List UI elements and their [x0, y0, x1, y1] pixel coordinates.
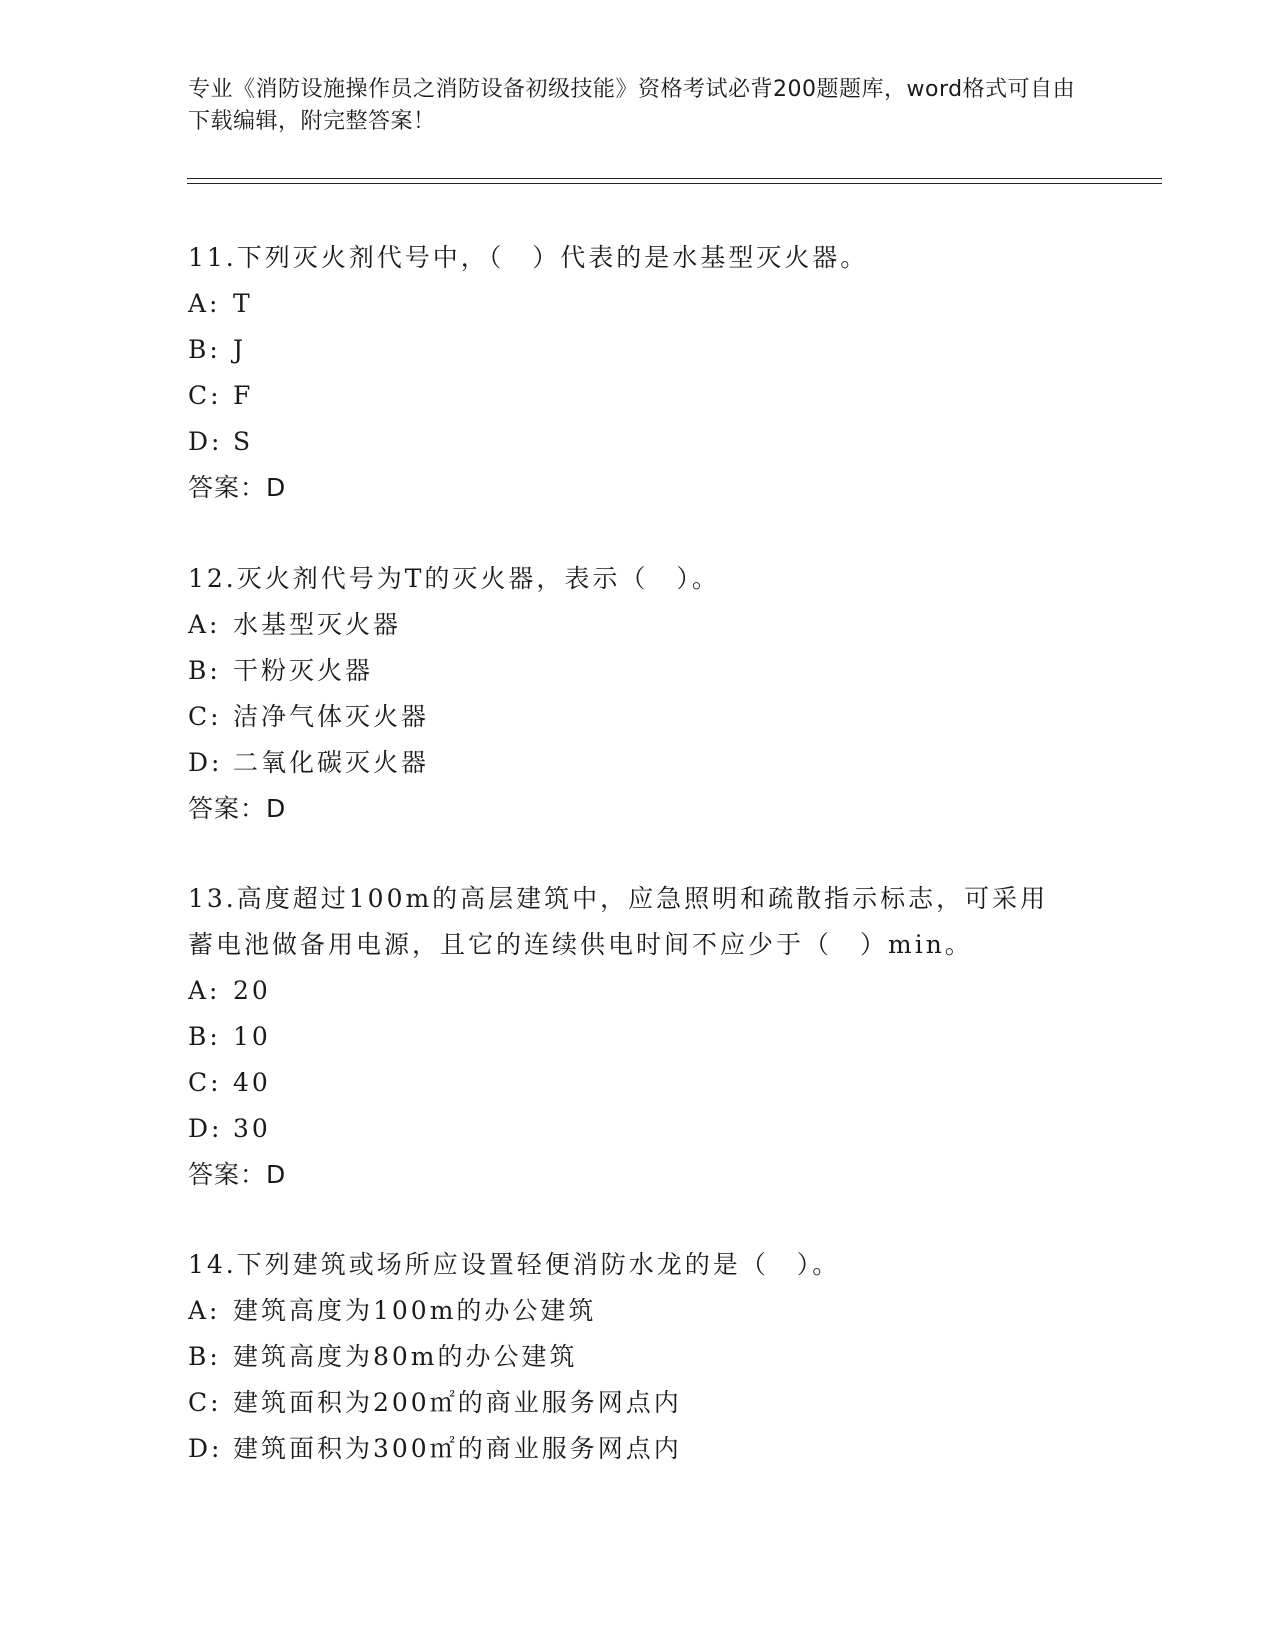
option-text: 建筑高度为100m的办公建筑 [233, 1296, 597, 1325]
header-divider-bottom [187, 183, 1162, 184]
question-stem: 14.下列建筑或场所应设置轻便消防水龙的是（ ）。 [188, 1250, 841, 1279]
option-d [188, 1106, 1068, 1152]
option-key: A: [188, 976, 221, 1005]
option-key: B: [188, 1022, 221, 1051]
option-a [188, 602, 1068, 648]
option-text: 洁净气体灭火器 [233, 702, 430, 731]
option-b [188, 1014, 1068, 1060]
option-text: 建筑面积为200㎡的商业服务网点内 [233, 1388, 682, 1417]
question-14 [188, 1242, 1068, 1472]
answer-line: 答案：D [188, 1160, 287, 1189]
option-key: D: [188, 1434, 223, 1463]
option-key: A: [188, 1296, 221, 1325]
option-a [188, 281, 1068, 327]
option-text: 水基型灭火器 [233, 610, 402, 639]
option-key: D: [188, 427, 223, 456]
option-c [188, 1380, 1068, 1426]
document-intro: 专业《消防设施操作员之消防设备初级技能》资格考试必背200题题库，word格式可自由下载编辑，附完整答案！ [188, 77, 1076, 134]
option-text: 30 [233, 1114, 271, 1143]
option-key: B: [188, 335, 221, 364]
option-text: 建筑面积为300㎡的商业服务网点内 [233, 1434, 682, 1463]
option-a [188, 968, 1068, 1014]
option-key: B: [188, 656, 221, 685]
question-13 [188, 876, 1068, 1198]
option-a [188, 1288, 1068, 1334]
option-key: C: [188, 702, 222, 731]
option-key: A: [188, 610, 221, 639]
option-d [188, 740, 1068, 786]
answer-line: 答案：D [188, 473, 287, 502]
option-text: 建筑高度为80m的办公建筑 [233, 1342, 578, 1371]
option-key: A: [188, 289, 221, 318]
option-text: T [233, 289, 253, 318]
question-12 [188, 556, 1068, 832]
question-stem: 13.高度超过100m的高层建筑中，应急照明和疏散指示标志，可采用蓄电池做备用电源，且它的连续供电时间不应少于（ ）min。 [188, 884, 1049, 959]
question-stem: 12.灭火剂代号为T的灭火器，表示（ ）。 [188, 564, 720, 593]
option-c [188, 694, 1068, 740]
option-key: D: [188, 748, 223, 777]
option-text: 20 [233, 976, 271, 1005]
option-text: 二氧化碳灭火器 [233, 748, 430, 777]
option-d [188, 419, 1068, 465]
option-key: D: [188, 1114, 223, 1143]
question-stem: 11.下列灭火剂代号中，（ ）代表的是水基型灭火器。 [188, 243, 869, 272]
option-text: 40 [233, 1068, 271, 1097]
option-key: B: [188, 1342, 221, 1371]
option-c [188, 1060, 1068, 1106]
option-key: C: [188, 1068, 222, 1097]
question-11 [188, 235, 1068, 511]
answer-line: 答案：D [188, 794, 287, 823]
option-key: C: [188, 1388, 222, 1417]
option-text: 干粉灭火器 [233, 656, 374, 685]
option-b [188, 327, 1068, 373]
header-divider-top [187, 178, 1162, 179]
option-b [188, 648, 1068, 694]
option-text: 10 [233, 1022, 271, 1051]
option-text: S [233, 427, 254, 456]
option-text: F [233, 381, 254, 410]
option-d [188, 1426, 1068, 1472]
option-b [188, 1334, 1068, 1380]
option-text: J [233, 335, 247, 364]
option-key: C: [188, 381, 222, 410]
option-c [188, 373, 1068, 419]
